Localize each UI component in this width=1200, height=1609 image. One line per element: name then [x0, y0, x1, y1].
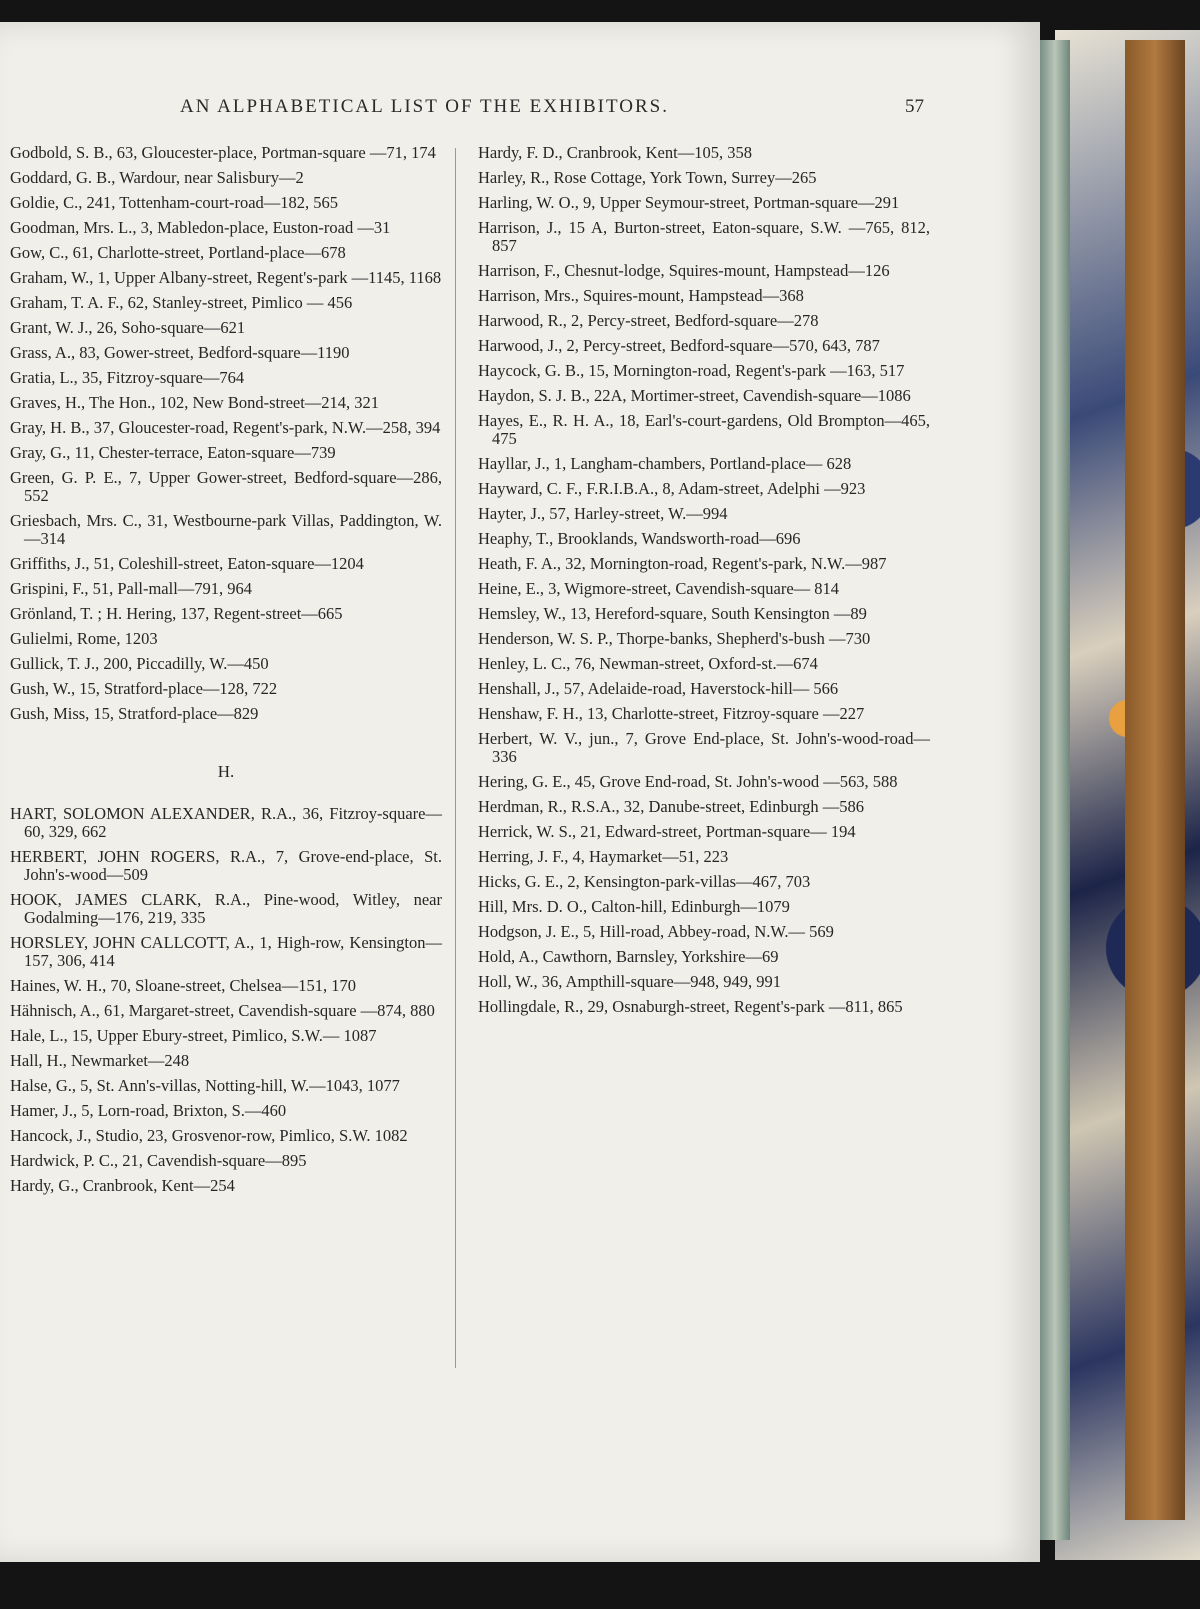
exhibitor-entry: Harwood, R., 2, Percy-street, Bedford-square—278 [478, 311, 819, 330]
exhibitor-entry: Hering, G. E., 45, Grove End-road, St. John's-wood —563, 588 [478, 772, 898, 791]
exhibitor-entry: Hall, H., Newmarket—248 [10, 1051, 190, 1070]
exhibitor-entry: Gow, C., 61, Charlotte-street, Portland-place—678 [10, 243, 346, 262]
exhibitor-entry: Hicks, G. E., 2, Kensington-park-villas—467, 703 [478, 872, 811, 891]
exhibitor-entry: Harrison, F., Chesnut-lodge, Squires-mount, Hampstead—126 [478, 261, 890, 280]
exhibitor-entry: Henley, L. C., 76, Newman-street, Oxford-st.—674 [478, 654, 818, 673]
exhibitor-entry: Graham, W., 1, Upper Albany-street, Regent's-park —1145, 1168 [10, 268, 442, 287]
page-header [0, 96, 1040, 124]
column-divider [455, 148, 456, 1368]
running-title: AN ALPHABETICAL LIST OF THE EXHIBITORS. [180, 96, 669, 117]
exhibitor-entry: Graham, T. A. F., 62, Stanley-street, Pimlico — 456 [10, 293, 353, 312]
exhibitor-entry: Hollingdale, R., 29, Osnaburgh-street, Regent's-park —811, 865 [478, 997, 903, 1016]
exhibitor-entry: Hemsley, W., 13, Hereford-square, South Kensington —89 [478, 604, 867, 623]
exhibitor-entry: Herring, J. F., 4, Haymarket—51, 223 [478, 847, 729, 866]
exhibitor-entry: Hodgson, J. E., 5, Hill-road, Abbey-road, N.W.— 569 [478, 922, 834, 941]
exhibitor-entry: Hale, L., 15, Upper Ebury-street, Pimlico, S.W.— 1087 [10, 1026, 377, 1045]
exhibitor-entry: Green, G. P. E., 7, Upper Gower-street, Bedford-square—286, 552 [10, 468, 442, 505]
exhibitor-entry: Heaphy, T., Brooklands, Wandsworth-road—696 [478, 529, 801, 548]
exhibitor-entry: Graves, H., The Hon., 102, New Bond-street—214, 321 [10, 393, 380, 412]
exhibitor-entry: Gray, H. B., 37, Gloucester-road, Regent's-park, N.W.—258, 394 [10, 418, 441, 437]
exhibitor-entry: Harwood, J., 2, Percy-street, Bedford-square—570, 643, 787 [478, 336, 880, 355]
exhibitor-entry: Harling, W. O., 9, Upper Seymour-street, Portman-square—291 [478, 193, 900, 212]
exhibitor-entry: Herdman, R., R.S.A., 32, Danube-street, Edinburgh —586 [478, 797, 865, 816]
exhibitor-entry: Grönland, T. ; H. Hering, 137, Regent-street—665 [10, 604, 343, 623]
exhibitor-entry: Hancock, J., Studio, 23, Grosvenor-row, Pimlico, S.W. 1082 [10, 1126, 408, 1145]
exhibitor-entry: Halse, G., 5, St. Ann's-villas, Notting-hill, W.—1043, 1077 [10, 1076, 400, 1095]
exhibitor-entry: Godbold, S. B., 63, Gloucester-place, Portman-square —71, 174 [10, 143, 436, 162]
exhibitor-entry: Hayward, C. F., F.R.I.B.A., 8, Adam-street, Adelphi —923 [478, 479, 866, 498]
exhibitor-entry: Heine, E., 3, Wigmore-street, Cavendish-square— 814 [478, 579, 840, 598]
exhibitor-entry: Hayes, E., R. H. A., 18, Earl's-court-gardens, Old Brompton—465, 475 [478, 411, 930, 448]
exhibitor-entry: Henshall, J., 57, Adelaide-road, Haverstock-hill— 566 [478, 679, 839, 698]
exhibitor-entry: Hayter, J., 57, Harley-street, W.—994 [478, 504, 728, 523]
exhibitor-entry: Griffiths, J., 51, Coleshill-street, Eaton-square—1204 [10, 554, 364, 573]
exhibitor-entry: Hardwick, P. C., 21, Cavendish-square—895 [10, 1151, 307, 1170]
exhibitor-entry: Goodman, Mrs. L., 3, Mabledon-place, Euston-road —31 [10, 218, 391, 237]
exhibitor-entry: Hamer, J., 5, Lorn-road, Brixton, S.—460 [10, 1101, 287, 1120]
exhibitor-entry: Henderson, W. S. P., Thorpe-banks, Shepherd's-bush —730 [478, 629, 871, 648]
exhibitor-entry: HORSLEY, JOHN CALLCOTT, A., 1, High-row, Kensington—157, 306, 414 [10, 933, 442, 970]
exhibitor-entry: Gray, G., 11, Chester-terrace, Eaton-square—739 [10, 443, 336, 462]
exhibitor-entry: Hill, Mrs. D. O., Calton-hill, Edinburgh—1079 [478, 897, 790, 916]
exhibitor-entry: Henshaw, F. H., 13, Charlotte-street, Fitzroy-square —227 [478, 704, 865, 723]
exhibitor-entry: Gush, W., 15, Stratford-place—128, 722 [10, 679, 278, 698]
exhibitor-entry: Harrison, Mrs., Squires-mount, Hampstead—368 [478, 286, 804, 305]
exhibitor-entry: Grass, A., 83, Gower-street, Bedford-square—1190 [10, 343, 350, 362]
exhibitor-entry: Haines, W. H., 70, Sloane-street, Chelsea—151, 170 [10, 976, 356, 995]
exhibitor-entry: Goldie, C., 241, Tottenham-court-road—182, 565 [10, 193, 339, 212]
entry-list-h [10, 805, 442, 1195]
exhibitor-entry: Harrison, J., 15 A, Burton-street, Eaton-square, S.W. —765, 812, 857 [478, 218, 930, 255]
book-cover-edge [1125, 40, 1185, 1520]
exhibitor-entry: Griesbach, Mrs. C., 31, Westbourne-park Villas, Paddington, W.—314 [10, 511, 442, 548]
exhibitor-entry: HOOK, JAMES CLARK, R.A., Pine-wood, Witley, near Godalming—176, 219, 335 [10, 890, 442, 927]
exhibitor-entry: Haycock, G. B., 15, Mornington-road, Regent's-park —163, 517 [478, 361, 905, 380]
exhibitor-entry: Holl, W., 36, Ampthill-square—948, 949, 991 [478, 972, 781, 991]
exhibitor-entry: Heath, F. A., 32, Mornington-road, Regent's-park, N.W.—987 [478, 554, 887, 573]
exhibitor-entry: Hayllar, J., 1, Langham-chambers, Portland-place— 628 [478, 454, 852, 473]
exhibitor-entry: Goddard, G. B., Wardour, near Salisbury—2 [10, 168, 304, 187]
exhibitor-entry: Gullick, T. J., 200, Piccadilly, W.—450 [10, 654, 269, 673]
left-column [10, 144, 442, 1202]
exhibitor-entry: Hardy, G., Cranbrook, Kent—254 [10, 1176, 235, 1195]
exhibitor-entry: Hold, A., Cawthorn, Barnsley, Yorkshire—69 [478, 947, 779, 966]
exhibitor-entry: Herbert, W. V., jun., 7, Grove End-place, St. John's-wood-road—336 [478, 729, 930, 766]
exhibitor-entry: Gush, Miss, 15, Stratford-place—829 [10, 704, 259, 723]
exhibitor-entry: Hardy, F. D., Cranbrook, Kent—105, 358 [478, 143, 752, 162]
page-number: 57 [905, 96, 924, 117]
entry-list-h-continued [478, 144, 930, 1016]
exhibitor-entry: HART, SOLOMON ALEXANDER, R.A., 36, Fitzroy-square—60, 329, 662 [10, 804, 442, 841]
exhibitor-entry: Haydon, S. J. B., 22A, Mortimer-street, Cavendish-square—1086 [478, 386, 911, 405]
exhibitor-entry: Hähnisch, A., 61, Margaret-street, Cavendish-square —874, 880 [10, 1001, 435, 1020]
exhibitor-entry: Harley, R., Rose Cottage, York Town, Surrey—265 [478, 168, 817, 187]
right-column [478, 144, 930, 1023]
exhibitor-entry: Grant, W. J., 26, Soho-square—621 [10, 318, 246, 337]
entry-list-g [10, 144, 442, 723]
exhibitor-entry: Gratia, L., 35, Fitzroy-square—764 [10, 368, 245, 387]
exhibitor-entry: Herrick, W. S., 21, Edward-street, Portman-square— 194 [478, 822, 856, 841]
exhibitor-entry: Gulielmi, Rome, 1203 [10, 629, 158, 648]
page-edges [1040, 40, 1070, 1540]
exhibitor-entry: Grispini, F., 51, Pall-mall—791, 964 [10, 579, 253, 598]
section-heading-h: H. [217, 762, 235, 781]
exhibitor-entry: HERBERT, JOHN ROGERS, R.A., 7, Grove-end-place, St. John's-wood—509 [10, 847, 442, 884]
